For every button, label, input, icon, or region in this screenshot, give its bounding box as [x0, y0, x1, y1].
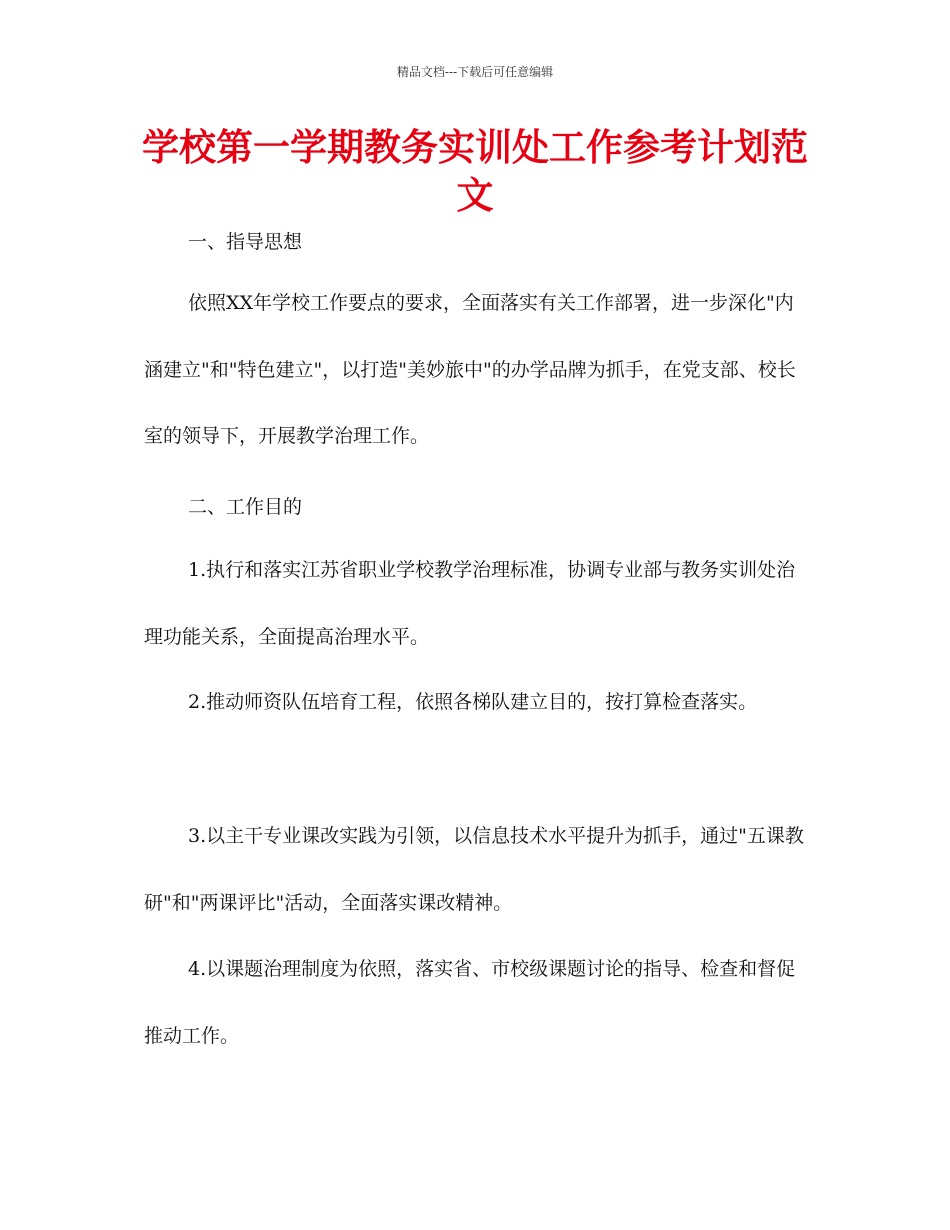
document-title-line1: 学校第一学期教务实训处工作参考计划范	[142, 126, 808, 169]
section-heading-guiding-ideology: 一、指导思想	[188, 231, 303, 253]
section-heading-work-goals: 二、工作目的	[188, 496, 303, 518]
document-title-line2: 文	[456, 174, 494, 217]
list-item-goal-2: 2.推动师资队伍培育工程，依照各梯队建立目的，按打算检查落实。	[188, 691, 758, 713]
list-item-goal-3: 3.以主干专业课改实践为引领，以信息技术水平提升为抓手，通过"五课教研"和"两课评比"活动，全面落实课改精神。	[144, 825, 804, 914]
list-item-goal-1: 1.执行和落实江苏省职业学校教学治理标准，协调专业部与教务实训处治理功能关系，全面提高治理水平。	[144, 559, 796, 648]
list-item-goal-4: 4.以课题治理制度为依照，落实省、市校级课题讨论的指导、检查和督促推动工作。	[144, 958, 796, 1047]
paragraph-guiding-ideology: 依照XX年学校工作要点的要求，全面落实有关工作部署，进一步深化"内涵建立"和"特色建立"，以打造"美妙旅中"的办学品牌为抓手，在党支部、校长室的领导下，开展教学治理工作。	[144, 292, 796, 447]
document-title	[120, 124, 830, 220]
page-header: 精品文档---下载后可任意编辑	[396, 65, 554, 79]
